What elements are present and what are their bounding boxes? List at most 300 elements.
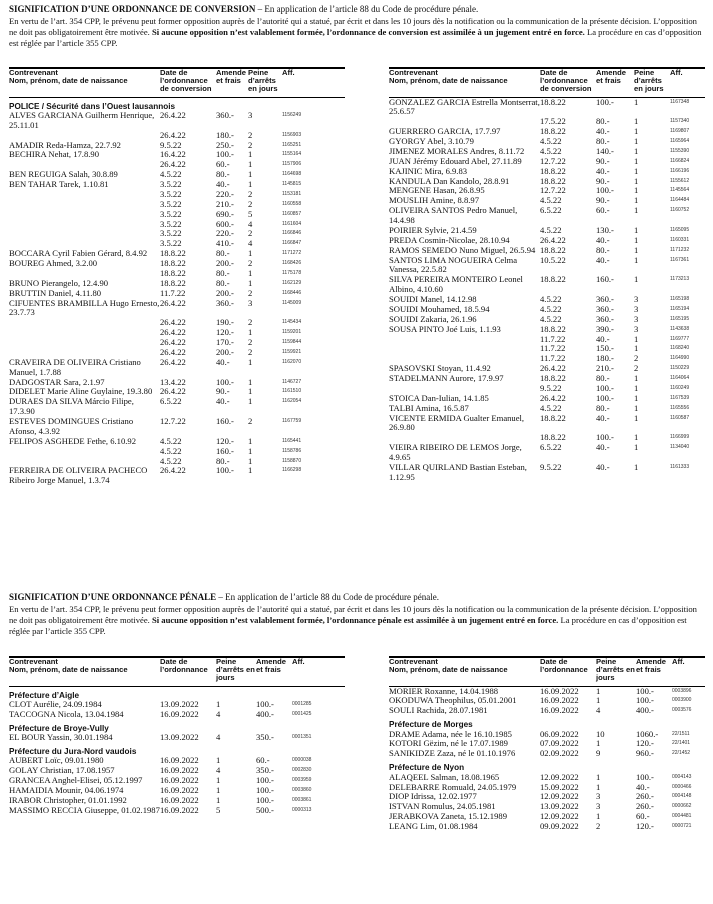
case-number: 0003860 xyxy=(292,787,312,794)
detention-days: 1 xyxy=(634,343,639,354)
person-name: VILLAR QUIRLAND Bastian Esteban, 1.12.95 xyxy=(389,461,527,482)
detention-days: 2 xyxy=(248,129,253,140)
table-row xyxy=(9,710,345,720)
case-number: 0003959 xyxy=(292,777,312,784)
authority-name: Préfecture de Nyon xyxy=(389,763,465,773)
person-name: DRAME Adama, née le 16.10.1985 xyxy=(389,728,512,739)
person-name: AMADIR Reda-Hamza, 22.7.92 xyxy=(9,139,121,150)
case-number: 1168426 xyxy=(282,260,302,267)
col-header-amende: Amende et frais xyxy=(256,657,292,686)
person-name: CIFUENTES BRAMBILLA Hugo Ernesto, 23.7.73 xyxy=(9,297,160,318)
order-date: 18.8.22 xyxy=(540,165,566,176)
person-name: AUBERT Loïc, 09.01.1980 xyxy=(9,755,104,766)
amount: 100.- xyxy=(256,794,274,805)
order-date: 16.09.2022 xyxy=(160,708,199,719)
amount: 60.- xyxy=(636,811,650,822)
case-number: 1156903 xyxy=(282,131,302,138)
header-row xyxy=(9,68,345,97)
amount: 40.- xyxy=(596,234,610,245)
case-number: 1158786 xyxy=(282,447,302,454)
case-number: 0003900 xyxy=(672,697,692,704)
detention-days: 1 xyxy=(634,224,639,235)
table-row xyxy=(389,414,705,434)
detention-days: 1 xyxy=(248,376,253,387)
table xyxy=(389,67,705,483)
table-row xyxy=(9,358,345,378)
order-date: 10.5.22 xyxy=(540,254,566,265)
person-name: GYORGY Abel, 3.10.79 xyxy=(389,136,474,147)
order-date: 11.7.22 xyxy=(160,287,186,298)
order-date: 4.5.22 xyxy=(540,145,562,156)
order-date: 26.4.22 xyxy=(160,129,186,140)
detention-days: 1 xyxy=(248,277,253,288)
detention-days: 3 xyxy=(248,297,253,308)
case-number: 1162129 xyxy=(282,279,302,286)
col-header-peine: Peine d’arrêts en jours xyxy=(634,68,670,97)
person-name: DIOP Idrissa, 12.02.1977 xyxy=(389,791,477,802)
section2-left-table xyxy=(9,656,345,816)
authority-name: Préfecture du Jura-Nord vaudois xyxy=(9,747,137,757)
detention-days: 1 xyxy=(634,442,639,453)
amount: 200.- xyxy=(216,258,234,269)
order-date: 12.7.22 xyxy=(540,155,566,166)
table-row xyxy=(9,299,345,319)
detention-days: 3 xyxy=(634,294,639,305)
order-date: 4.5.22 xyxy=(160,455,182,466)
order-date: 4.5.22 xyxy=(160,169,182,180)
person-name: BOUREG Ahmed, 3.2.00 xyxy=(9,258,98,269)
order-date: 16.09.2022 xyxy=(540,695,579,706)
order-date: 6.5.22 xyxy=(540,205,562,216)
person-name: GONZALEZ GARCIA Estrella Montserrat, 25.6.57 xyxy=(389,96,540,117)
detention-days: 10 xyxy=(596,728,605,739)
case-number: 1159201 xyxy=(282,329,302,336)
case-number: 1162070 xyxy=(282,358,302,365)
order-date: 18.8.22 xyxy=(540,244,566,255)
amount: 500.- xyxy=(256,804,274,815)
col-header-peine: Peine d’arrêts en jours xyxy=(596,657,636,686)
amount: 90.- xyxy=(596,195,610,206)
amount: 60.- xyxy=(256,755,270,766)
person-name: SOULI Rachida, 28.07.1981 xyxy=(389,705,488,716)
section1-header xyxy=(9,4,706,49)
person-name: DELEBARRE Romuald, 24.05.1979 xyxy=(389,781,517,792)
amount: 130.- xyxy=(596,224,614,235)
authority-row xyxy=(9,743,345,756)
detention-days: 1 xyxy=(248,356,253,367)
amount: 80.- xyxy=(216,267,230,278)
person-name: HAMAIDIA Mounir, 04.06.1974 xyxy=(9,785,124,796)
table-row xyxy=(389,463,705,483)
detention-days: 1 xyxy=(634,175,639,186)
order-date: 18.8.22 xyxy=(540,126,566,137)
order-date: 26.4.22 xyxy=(540,392,566,403)
order-date: 4.5.22 xyxy=(540,195,562,206)
detention-days: 1 xyxy=(596,811,601,822)
person-name: MORIER Roxanne, 14.04.1988 xyxy=(389,685,499,696)
detention-days: 1 xyxy=(216,794,221,805)
detention-days: 3 xyxy=(248,109,253,120)
section1-title: SIGNIFICATION D’UNE ORDONNANCE DE CONVERSION – En application de l’article 88 du Code de procédure pénale. xyxy=(9,4,479,14)
person-name: SOUIDI Zakaria, 26.1.96 xyxy=(389,313,477,324)
table-row xyxy=(389,97,705,117)
case-number: 1160587 xyxy=(670,414,690,421)
case-number: 1165964 xyxy=(670,138,690,145)
order-date: 26.4.22 xyxy=(160,109,186,120)
case-number: 1143638 xyxy=(670,325,690,332)
person-name xyxy=(9,328,160,338)
detention-days: 4 xyxy=(216,765,221,776)
order-date: 4.5.22 xyxy=(540,224,562,235)
case-number: 1145815 xyxy=(282,181,302,188)
person-name: SANIKIDZE Zaza, né le 01.10.1976 xyxy=(389,748,516,759)
case-number: 0000313 xyxy=(292,806,312,813)
person-name xyxy=(9,220,160,230)
amount: 100.- xyxy=(596,392,614,403)
case-number: 1166824 xyxy=(670,157,690,164)
case-number: 0000466 xyxy=(672,783,692,790)
person-name: KOTORI Gëzim, né le 17.07.1989 xyxy=(389,738,508,749)
person-name: POIRIER Sylvie, 21.4.59 xyxy=(389,224,477,235)
table-row xyxy=(389,443,705,463)
case-number: 0001351 xyxy=(292,734,312,741)
person-name: RAMOS SEMEDO Nuno Miguel, 26.5.94 xyxy=(389,244,536,255)
amount: 220.- xyxy=(216,188,234,199)
order-date: 26.4.22 xyxy=(160,356,186,367)
col-header-aff: Aff. xyxy=(282,68,345,97)
order-date: 11.7.22 xyxy=(540,333,566,344)
case-number: 1169777 xyxy=(670,335,690,342)
case-number: 1145009 xyxy=(282,299,302,306)
amount: 120.- xyxy=(216,435,234,446)
person-name: JERABKOVA Zaneta, 15.12.1989 xyxy=(389,811,507,822)
person-name: KANDULA Dan Kandolo, 28.8.91 xyxy=(389,175,510,186)
amount: 100.- xyxy=(256,698,274,709)
amount: 120.- xyxy=(636,738,654,749)
person-name: DADGOSTAR Sara, 2.1.97 xyxy=(9,376,105,387)
order-date: 13.09.2022 xyxy=(160,698,199,709)
person-name: FERREIRA DE OLIVEIRA PACHECO Ribeiro Jorge Manuel, 1.3.74 xyxy=(9,465,148,486)
detention-days: 1 xyxy=(248,149,253,160)
order-date: 06.09.2022 xyxy=(540,728,579,739)
detention-days: 2 xyxy=(248,416,253,427)
amount: 80.- xyxy=(596,373,610,384)
col-header-peine: Peine d’arrêts en jours xyxy=(248,68,282,97)
col-header-amende: Amende et frais xyxy=(636,657,672,686)
order-date: 13.09.2022 xyxy=(160,732,199,743)
order-date: 26.4.22 xyxy=(160,297,186,308)
case-number: 1155164 xyxy=(282,151,302,158)
table-row xyxy=(9,111,345,131)
case-number: 0004143 xyxy=(672,773,692,780)
authority-row xyxy=(9,97,345,111)
detention-days: 2 xyxy=(248,337,253,348)
detention-days: 1 xyxy=(634,116,639,127)
order-date: 4.5.22 xyxy=(540,313,562,324)
amount: 80.- xyxy=(216,455,230,466)
detention-days: 3 xyxy=(634,313,639,324)
order-date: 09.09.2022 xyxy=(540,821,579,832)
person-name: BECHIRA Nehat, 17.8.90 xyxy=(9,149,99,160)
case-number: 1168446 xyxy=(282,289,302,296)
amount: 40.- xyxy=(596,461,610,472)
amount: 360.- xyxy=(216,109,234,120)
authority-row xyxy=(389,716,705,729)
case-number: 1160857 xyxy=(282,210,302,217)
amount: 60.- xyxy=(216,159,230,170)
case-number: 0004148 xyxy=(672,793,692,800)
detention-days: 1 xyxy=(634,373,639,384)
detention-days: 1 xyxy=(216,785,221,796)
amount: 120.- xyxy=(216,327,234,338)
case-number: 1155390 xyxy=(670,147,690,154)
case-number: 1173213 xyxy=(670,276,690,283)
case-number: 1168240 xyxy=(670,345,690,352)
order-date: 4.5.22 xyxy=(160,435,182,446)
order-date: 16.4.22 xyxy=(160,149,186,160)
order-date: 12.09.2022 xyxy=(540,791,579,802)
person-name: BOCCARA Cyril Fabien Gérard, 8.4.92 xyxy=(9,248,148,259)
header-row xyxy=(9,657,345,686)
person-name xyxy=(9,200,160,210)
amount: 100.- xyxy=(596,96,614,107)
person-name: MENGENE Hasan, 26.8.95 xyxy=(389,185,485,196)
amount: 400.- xyxy=(256,708,274,719)
col-header-date: Date de l’ordonnance xyxy=(160,657,216,686)
detention-days: 1 xyxy=(248,386,253,397)
case-number: 1153181 xyxy=(282,190,302,197)
section1-left-table xyxy=(9,67,345,486)
person-name xyxy=(9,210,160,220)
person-name: STADELMANN Aurore, 17.9.97 xyxy=(389,373,504,384)
detention-days: 1 xyxy=(634,145,639,156)
detention-days: 2 xyxy=(248,228,253,239)
detention-days: 9 xyxy=(596,748,601,759)
case-number: 1160558 xyxy=(282,200,302,207)
case-number: 1157906 xyxy=(282,161,302,168)
table-row xyxy=(389,749,705,759)
order-date: 16.09.2022 xyxy=(160,755,199,766)
amount: 80.- xyxy=(216,277,230,288)
person-name: CLOT Aurélie, 24.09.1984 xyxy=(9,698,102,709)
case-number: 0000038 xyxy=(292,757,312,764)
case-number: 1166847 xyxy=(282,240,302,247)
order-date: 13.09.2022 xyxy=(540,801,579,812)
amount: 90.- xyxy=(596,175,610,186)
col-header-peine: Peine d’arrêts en jours xyxy=(216,657,256,686)
amount: 220.- xyxy=(216,228,234,239)
order-date: 16.09.2022 xyxy=(540,685,579,696)
person-name: VIEIRA RIBEIRO DE LEMOS Jorge, 4.9.65 xyxy=(389,442,522,463)
person-name xyxy=(9,190,160,200)
detention-days: 2 xyxy=(248,258,253,269)
detention-days: 1 xyxy=(634,136,639,147)
person-name: ESTEVES DOMINGUES Cristiano Afonso, 4.3.92 xyxy=(9,416,134,436)
amount: 100.- xyxy=(596,382,614,393)
detention-days: 2 xyxy=(596,821,601,832)
section2-title: SIGNIFICATION D’UNE ORDONNANCE PÉNALE – En application de l’article 88 du Code de procédure pénale. xyxy=(9,592,440,602)
order-date: 26.4.22 xyxy=(160,317,186,328)
order-date: 9.5.22 xyxy=(540,382,562,393)
authority-name: POLICE / Sécurité dans l’Ouest lausannois xyxy=(9,101,176,111)
col-header-aff: Aff. xyxy=(672,657,705,686)
amount: 40.- xyxy=(636,781,650,792)
amount: 80.- xyxy=(216,169,230,180)
table-row xyxy=(9,397,345,417)
case-number: 1134040 xyxy=(670,444,690,451)
col-header-name: Contrevenant Nom, prénom, date de naissance xyxy=(389,657,540,686)
detention-days: 1 xyxy=(248,248,253,259)
detention-days: 2 xyxy=(248,317,253,328)
detention-days: 1 xyxy=(634,195,639,206)
detention-days: 1 xyxy=(634,274,639,285)
person-name: ALVES GARCIANA Guilherm Henrique, 25.11.01 xyxy=(9,109,155,130)
order-date: 4.5.22 xyxy=(540,136,562,147)
amount: 90.- xyxy=(216,386,230,397)
detention-days: 1 xyxy=(248,435,253,446)
order-date: 18.8.22 xyxy=(160,277,186,288)
order-date: 3.5.22 xyxy=(160,238,182,249)
table-row xyxy=(9,417,345,437)
amount: 410.- xyxy=(216,238,234,249)
order-date: 3.5.22 xyxy=(160,218,182,229)
order-date: 9.5.22 xyxy=(160,139,182,150)
col-header-name: Contrevenant Nom, prénom, date de naissance xyxy=(9,657,160,686)
case-number: 1175178 xyxy=(282,269,302,276)
order-date: 12.09.2022 xyxy=(540,811,579,822)
authority-row xyxy=(389,759,705,772)
order-date: 18.8.22 xyxy=(540,373,566,384)
case-number: 0004481 xyxy=(672,813,692,820)
person-name: MOUSLIH Amine, 8.8.97 xyxy=(389,195,479,206)
detention-days: 5 xyxy=(216,804,221,815)
person-name: SOUIDI Manel, 14.12.98 xyxy=(389,294,477,305)
person-name: FELIPOS ASGHEDE Fethe, 6.10.92 xyxy=(9,435,137,446)
detention-days: 3 xyxy=(634,323,639,334)
person-name: CRAVEIRA DE OLIVEIRA Cristiano Manuel, 1.7.88 xyxy=(9,356,141,377)
person-name: GRANCEA Anghel-Elisei, 05.12.1997 xyxy=(9,775,143,786)
person-name: TACCOGNA Nicola, 13.04.1984 xyxy=(9,708,124,719)
amount: 180.- xyxy=(216,129,234,140)
amount: 190.- xyxy=(216,317,234,328)
amount: 80.- xyxy=(596,402,610,413)
case-number: 1159844 xyxy=(282,339,302,346)
amount: 360.- xyxy=(596,303,614,314)
detention-days: 1 xyxy=(248,455,253,466)
order-date: 3.5.22 xyxy=(160,228,182,239)
case-number: 1158870 xyxy=(282,457,302,464)
order-date: 18.8.22 xyxy=(540,432,566,443)
amount: 100.- xyxy=(216,465,234,476)
amount: 100.- xyxy=(636,695,654,706)
person-name: DURAES DA SILVA Márcio Filipe, 17.3.90 xyxy=(9,396,134,417)
detention-days: 1 xyxy=(634,392,639,403)
amount: 160.- xyxy=(596,274,614,285)
section2-intro: En vertu de l’art. 354 CPP, le prévenu peut former opposition auprès de l’autorité qui a statué, par écrit et dans les 10 jours dès la notification ou la communication de la présente décision. L’opposition ne doit pas obligatoirement être motivée. Si aucune opposition n’est valablement formée, l’ordonnance pénale est assimilée à un jugement entré en force. La procédure en cas d’opposition est réglée par l’article 355 CPP. xyxy=(9,604,697,637)
detention-days: 2 xyxy=(248,198,253,209)
order-date: 26.4.22 xyxy=(540,363,566,374)
detention-days: 1 xyxy=(634,254,639,265)
amount: 360.- xyxy=(596,313,614,324)
col-header-aff: Aff. xyxy=(292,657,345,686)
amount: 40.- xyxy=(596,126,610,137)
col-header-amende: Amende et frais xyxy=(216,68,248,97)
amount: 80.- xyxy=(216,248,230,259)
table xyxy=(9,67,345,486)
case-number: 0003861 xyxy=(292,796,312,803)
order-date: 18.8.22 xyxy=(540,412,566,423)
amount: 40.- xyxy=(216,179,230,190)
amount: 350.- xyxy=(256,765,274,776)
section2-header xyxy=(9,592,706,637)
order-date: 15.09.2022 xyxy=(540,781,579,792)
amount: 690.- xyxy=(216,208,234,219)
case-number: 1166196 xyxy=(670,167,690,174)
order-date: 3.5.22 xyxy=(160,188,182,199)
order-date: 07.09.2022 xyxy=(540,738,579,749)
case-number: 1171232 xyxy=(670,246,690,253)
authority-name: Préfecture de Morges xyxy=(389,720,473,730)
table-row xyxy=(389,275,705,295)
amount: 100.- xyxy=(256,785,274,796)
person-name: VICENTE ERMIDA Gualter Emanuel, 26.9.80 xyxy=(389,412,525,433)
detention-days: 1 xyxy=(596,781,601,792)
order-date: 26.4.22 xyxy=(160,327,186,338)
person-name: LEANG Lim, 01.08.1984 xyxy=(389,821,478,832)
amount: 180.- xyxy=(596,353,614,364)
detention-days: 1 xyxy=(634,126,639,137)
authority-name: Préfecture de Broye-Vully xyxy=(9,723,109,733)
detention-days: 2 xyxy=(248,287,253,298)
amount: 40.- xyxy=(596,412,610,423)
detention-days: 3 xyxy=(596,801,601,812)
case-number: 1146727 xyxy=(282,378,302,385)
table xyxy=(389,656,705,832)
amount: 160.- xyxy=(216,445,234,456)
amount: 160.- xyxy=(216,416,234,427)
case-number: 22/1452 xyxy=(672,750,691,757)
detention-days: 3 xyxy=(634,303,639,314)
case-number: 1160752 xyxy=(670,207,690,214)
case-number: 1167348 xyxy=(670,98,690,105)
person-name: DIDELET Marie Aline Guylaine, 19.3.80 xyxy=(9,386,153,397)
detention-days: 1 xyxy=(634,432,639,443)
amount: 170.- xyxy=(216,337,234,348)
order-date: 16.09.2022 xyxy=(540,705,579,716)
amount: 360.- xyxy=(216,297,234,308)
person-name: OLIVEIRA SANTOS Pedro Manuel, 14.4.98 xyxy=(389,205,518,226)
case-number: 1161510 xyxy=(282,388,302,395)
case-number: 1165251 xyxy=(282,141,302,148)
case-number: 1156249 xyxy=(282,111,302,118)
order-date: 6.5.22 xyxy=(540,442,562,453)
person-name: SPASOVSKI Stoyan, 11.4.92 xyxy=(389,363,491,374)
case-number: 1164064 xyxy=(670,375,690,382)
detention-days: 1 xyxy=(248,169,253,180)
order-date: 11.7.22 xyxy=(540,353,566,364)
detention-days: 1 xyxy=(634,402,639,413)
case-number: 0002830 xyxy=(292,767,312,774)
detention-days: 3 xyxy=(596,791,601,802)
detention-days: 2 xyxy=(248,139,253,150)
order-date: 02.09.2022 xyxy=(540,748,579,759)
detention-days: 1 xyxy=(248,267,253,278)
amount: 100.- xyxy=(596,185,614,196)
case-number: 1161604 xyxy=(282,220,302,227)
authority-name: Préfecture d’Aigle xyxy=(9,690,80,700)
col-header-aff: Aff. xyxy=(670,68,705,97)
person-name: BRUNO Pierangelo, 12.4.90 xyxy=(9,277,109,288)
